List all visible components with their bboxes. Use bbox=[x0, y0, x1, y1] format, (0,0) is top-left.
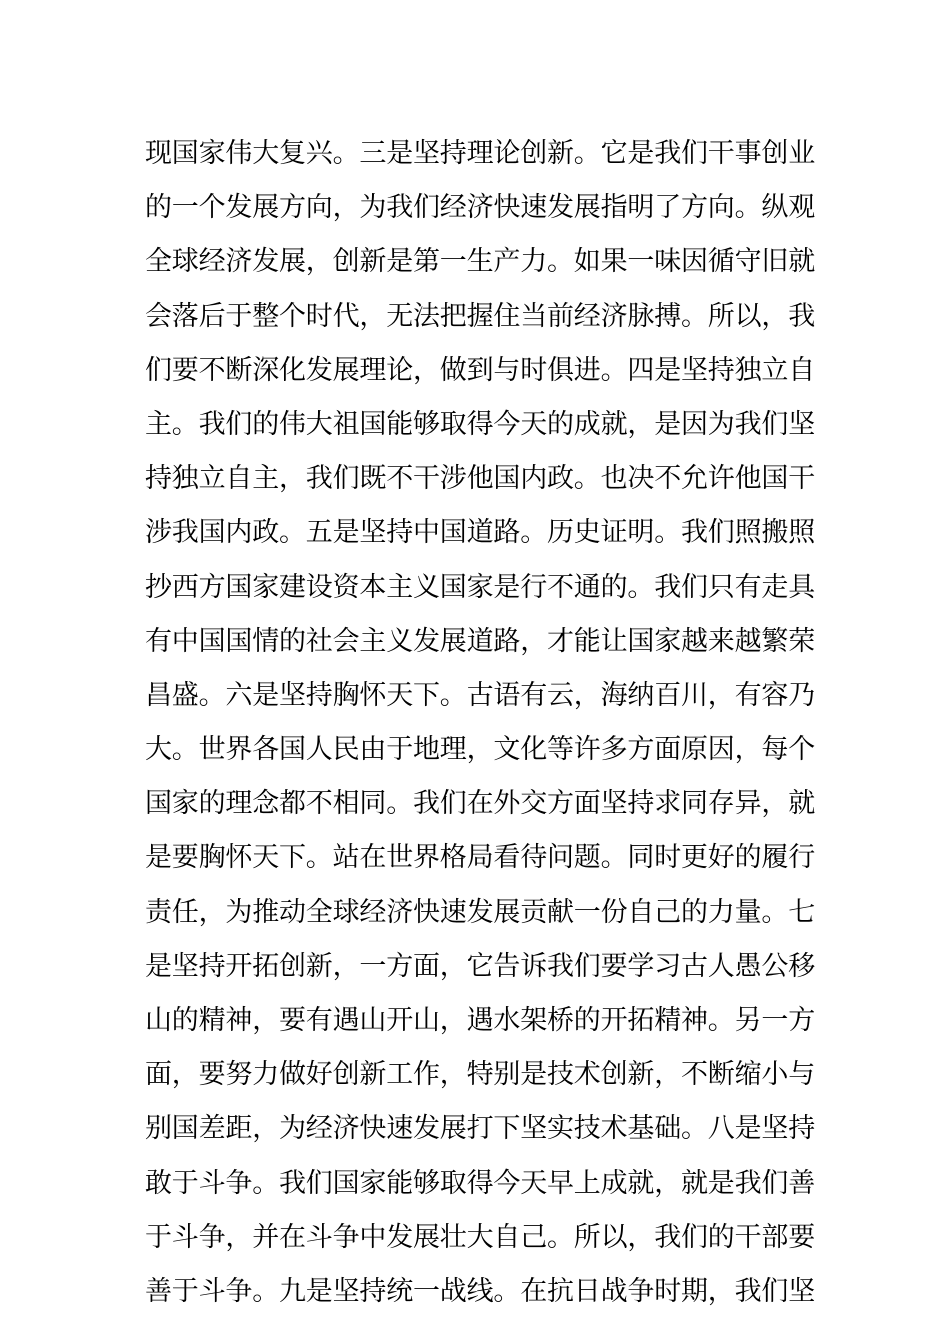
text-line: 有中国国情的社会主义发展道路，才能让国家越来越繁荣 bbox=[145, 625, 815, 657]
text-line: 全球经济发展，创新是第一生产力。如果一味因循守旧就 bbox=[145, 246, 815, 278]
text-line: 昌盛。六是坚持胸怀天下。古语有云，海纳百川，有容乃 bbox=[145, 679, 815, 711]
text-line: 是要胸怀天下。站在世界格局看待问题。同时更好的履行 bbox=[145, 842, 815, 874]
text-line: 大。世界各国人民由于地理，文化等许多方面原因，每个 bbox=[145, 734, 815, 766]
text-line: 涉我国内政。五是坚持中国道路。历史证明。我们照搬照 bbox=[145, 517, 815, 549]
text-line: 别国差距，为经济快速发展打下坚实技术基础。八是坚持 bbox=[145, 1113, 815, 1145]
text-line: 面，要努力做好创新工作，特别是技术创新，不断缩小与 bbox=[145, 1059, 815, 1091]
text-line: 山的精神，要有遇山开山，遇水架桥的开拓精神。另一方 bbox=[145, 1005, 815, 1036]
body-text bbox=[145, 127, 815, 1319]
text-line: 现国家伟大复兴。三是坚持理论创新。它是我们干事创业 bbox=[145, 138, 815, 169]
text-line: 敢于斗争。我们国家能够取得今天早上成就，就是我们善 bbox=[145, 1167, 815, 1199]
text-line: 国家的理念都不相同。我们在外交方面坚持求同存异，就 bbox=[145, 788, 815, 820]
text-line: 会落后于整个时代，无法把握住当前经济脉搏。所以，我 bbox=[145, 300, 815, 332]
text-line: 主。我们的伟大祖国能够取得今天的成就，是因为我们坚 bbox=[145, 408, 815, 440]
text-line: 持独立自主，我们既不干涉他国内政。也决不允许他国干 bbox=[145, 463, 815, 495]
text-line: 善于斗争。九是坚持统一战线。在抗日战争时期，我们坚 bbox=[145, 1275, 815, 1307]
text-line: 们要不断深化发展理论，做到与时俱进。四是坚持独立自 bbox=[145, 354, 815, 386]
text-line: 抄西方国家建设资本主义国家是行不通的。我们只有走具 bbox=[145, 571, 815, 603]
text-line: 是坚持开拓创新，一方面，它告诉我们要学习古人愚公移 bbox=[145, 950, 815, 982]
text-line: 责任，为推动全球经济快速发展贡献一份自己的力量。七 bbox=[145, 896, 815, 928]
text-line: 的一个发展方向，为我们经济快速发展指明了方向。纵观 bbox=[145, 192, 815, 224]
text-line: 于斗争，并在斗争中发展壮大自己。所以，我们的干部要 bbox=[145, 1221, 815, 1253]
